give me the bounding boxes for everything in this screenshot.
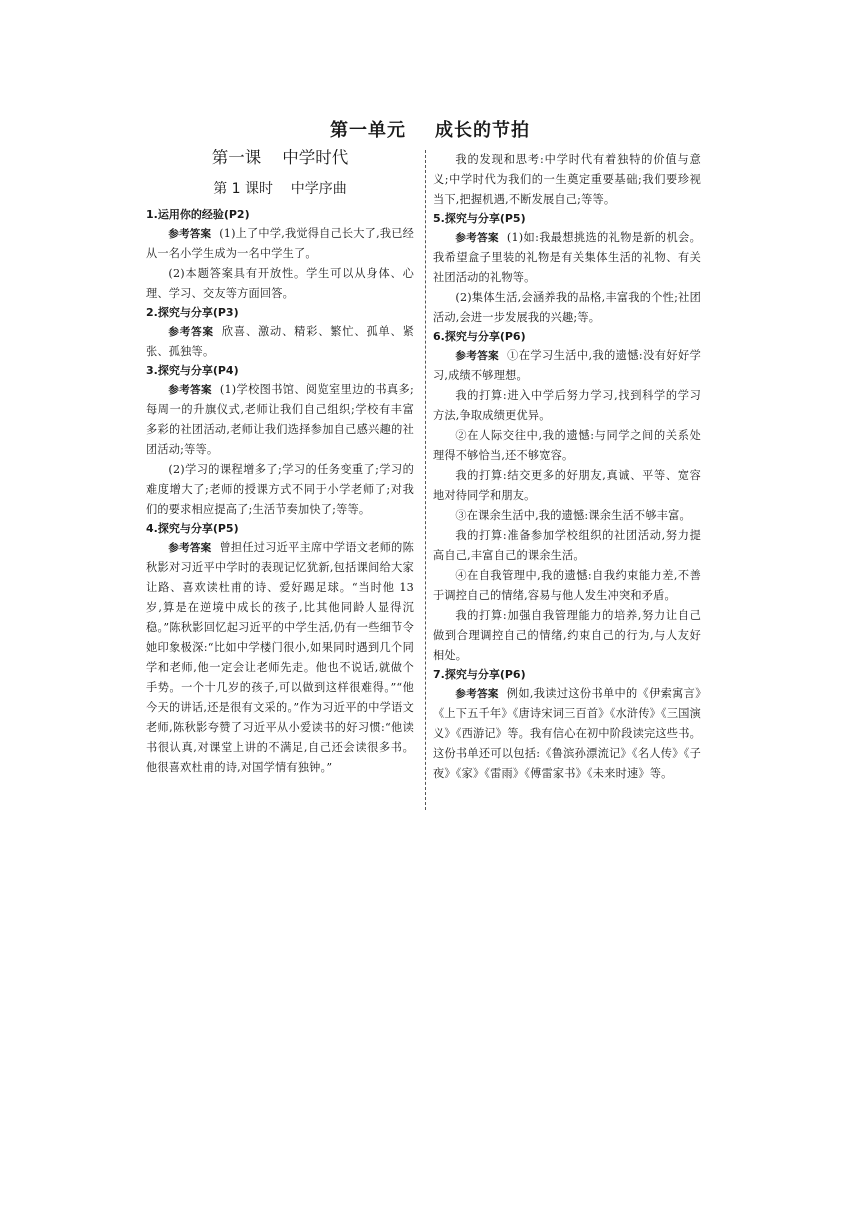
section-1-paragraph-1 — [146, 224, 414, 264]
right-column — [433, 150, 701, 784]
answer-label: 参考答案 — [168, 542, 212, 554]
answer-label: 参考答案 — [168, 384, 212, 396]
column-divider — [425, 150, 426, 810]
section-7-heading: 7.探究与分享(P6) — [433, 668, 526, 681]
section-3-text-1: (1)学校图书馆、阅览室里边的书真多;每周一的升旗仪式,老师让我们自己组织;学校有丰富多彩的社团活动,老师让我们选择参加自己感兴趣的社团活动;等等。 — [146, 383, 414, 456]
section-6-heading: 6.探究与分享(P6) — [433, 330, 526, 343]
unit-title: 第一单元 成长的节拍 — [329, 120, 531, 141]
section-5-paragraph-1 — [433, 228, 701, 288]
section-6-paragraph-4: 我的打算:结交更多的好朋友,真诚、平等、宽容地对待同学和朋友。 — [433, 469, 701, 502]
answer-label: 参考答案 — [168, 326, 214, 338]
section-1-text-1: (1)上了中学,我觉得自己长大了,我已经从一名小学生成为一名中学生了。 — [146, 227, 414, 260]
period-title: 第 1 课时 中学序曲 — [213, 181, 347, 197]
section-4-heading: 4.探究与分享(P5) — [146, 522, 239, 535]
section-6-paragraph-1 — [433, 346, 701, 386]
answer-label: 参考答案 — [168, 228, 212, 240]
section-2-text-1: 欣喜、激动、精彩、繁忙、孤单、紧张、孤独等。 — [146, 325, 414, 358]
section-6-text-1: ①在学习生活中,我的遗憾:没有好好学习,成绩不够理想。 — [433, 349, 701, 382]
lesson-title: 第一课 中学时代 — [211, 148, 349, 167]
answer-label: 参考答案 — [455, 232, 499, 244]
section-5-paragraph-2: (2)集体生活,会涵养我的品格,丰富我的个性;社团活动,会进一步发展我的兴趣;等。 — [433, 291, 701, 324]
section-2-heading: 2.探究与分享(P3) — [146, 306, 239, 319]
section-6-paragraph-8: 我的打算:加强自我管理能力的培养,努力让自己做到合理调控自己的情绪,约束自己的行为,与人友好相处。 — [433, 609, 701, 662]
answer-label: 参考答案 — [455, 688, 499, 700]
answer-label: 参考答案 — [455, 350, 500, 362]
section-5-text-1: (1)如:我最想挑选的礼物是新的机会。我希望盒子里装的礼物是有关集体生活的礼物、有关社团活动的礼物等。 — [433, 231, 701, 284]
section-3-paragraph-1 — [146, 380, 414, 460]
section-3-heading: 3.探究与分享(P4) — [146, 364, 239, 377]
section-3-paragraph-2: (2)学习的课程增多了;学习的任务变重了;学习的难度增大了;老师的授课方式不同于小学老师了;对我们的要求相应提高了;生活节奏加快了;等等。 — [146, 463, 414, 516]
section-6-paragraph-6: 我的打算:准备参加学校组织的社团活动,努力提高自己,丰富自己的课余生活。 — [433, 529, 701, 562]
section-4-paragraph-1 — [146, 538, 414, 778]
section-5-heading: 5.探究与分享(P5) — [433, 212, 526, 225]
section-7-text-1: 例如,我读过这份书单中的《伊索寓言》《上下五千年》《唐诗宋词三百首》《水浒传》《三国演义》《西游记》等。我有信心在初中阶段读完这些书。这份书单还可以包括:《鲁滨孙漂流记》《名人传》《子夜》《家》《雷雨》《傅雷家书》《未来时速》等。 — [433, 687, 701, 780]
section-6-paragraph-3: ②在人际交往中,我的遗憾:与同学之间的关系处理得不够恰当,还不够宽容。 — [433, 429, 701, 462]
section-1-heading: 1.运用你的经验(P2) — [146, 208, 250, 221]
section-4-text-1: 曾担任过习近平主席中学语文老师的陈秋影对习近平中学时的表现记忆犹新,包括课间给大家让路、喜欢读杜甫的诗、爱好踢足球。“当时他 13 岁,算是在逆境中成长的孩子,比其他同龄人显得沉稳。”陈秋影回忆起习近平的中学生活,仍有一些细节令她印象极深:“比如中学楼门很小,如果同时遇到几个同学和老师,他一定会让老师先走。他也不说话,就做个手势。一个十几岁的孩子,可以做到这样很难得。”“他今天的讲话,还是很有文采的。”作为习近平的中学语文老师,陈秋影夸赞了习近平从小爱读书的好习惯:“他读书很认真,对课堂上讲的不满足,自己还会读很多书。他很喜欢杜甫的诗,对国学情有独钟。” — [146, 541, 414, 774]
section-1-paragraph-2: (2)本题答案具有开放性。学生可以从身体、心理、学习、交友等方面回答。 — [146, 267, 414, 300]
section-4-paragraph-2: 我的发现和思考:中学时代有着独特的价值与意义;中学时代为我们的一生奠定重要基础;我们要珍视当下,把握机遇,不断发展自己;等等。 — [433, 153, 701, 206]
section-6-paragraph-2: 我的打算:进入中学后努力学习,找到科学的学习方法,争取成绩更优异。 — [433, 389, 701, 422]
section-6-paragraph-5: ③在课余生活中,我的遗憾:课余生活不够丰富。 — [455, 509, 691, 522]
section-2-paragraph-1 — [146, 322, 414, 362]
left-column — [146, 146, 414, 778]
section-7-paragraph-1 — [433, 684, 701, 784]
section-6-paragraph-7: ④在自我管理中,我的遗憾:自我约束能力差,不善于调控自己的情绪,容易与他人发生冲突和矛盾。 — [433, 569, 701, 602]
